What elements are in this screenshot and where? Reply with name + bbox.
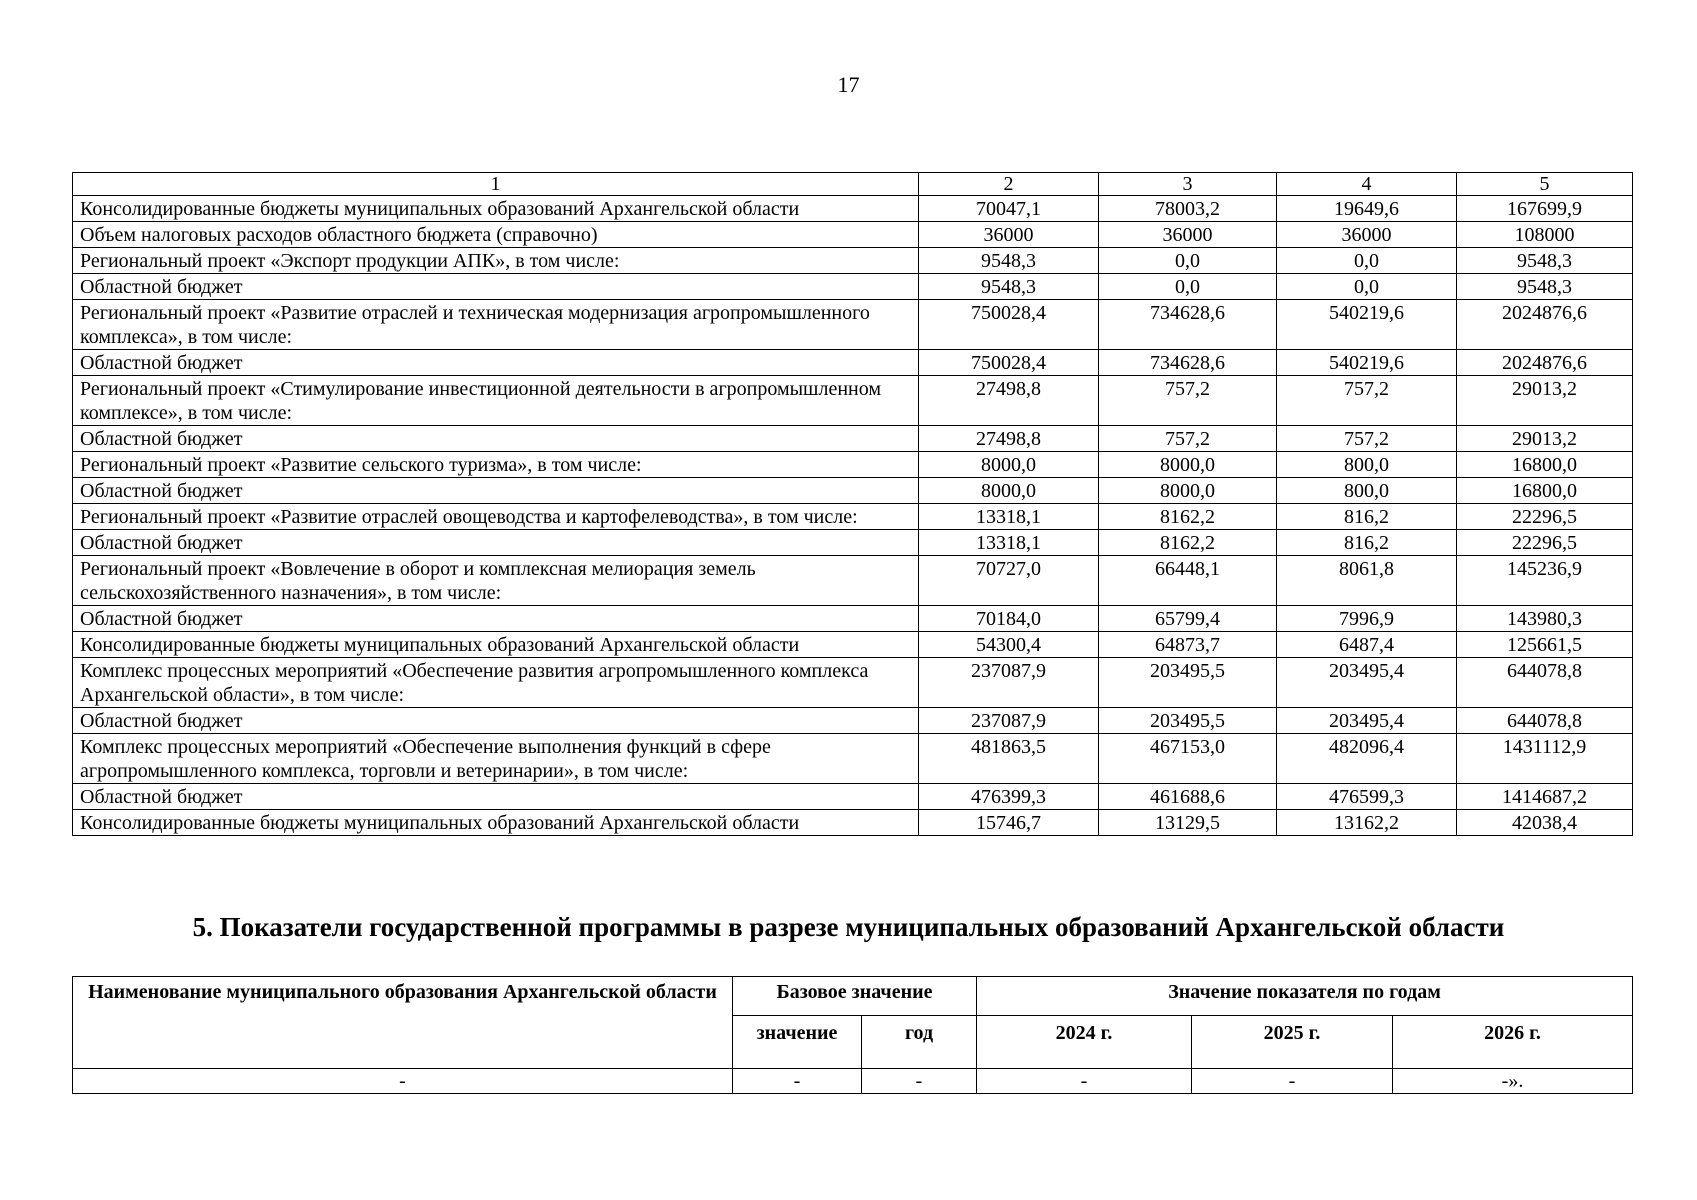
table-row [73,300,1633,350]
row-label-cell: Областной бюджет [73,426,919,452]
indicators-header-row [73,977,1633,1016]
row-label-cell: Областной бюджет [73,606,919,632]
year-2026-header: 2026 г. [1393,1016,1633,1069]
value-cell: 13318,1 [919,530,1099,556]
row-label-cell: Областной бюджет [73,274,919,300]
value-cell: 22296,5 [1457,504,1633,530]
row-label-cell: Региональный проект «Экспорт продукции АПК», в том числе: [73,248,919,274]
table-row [73,196,1633,222]
value-cell: 70047,1 [919,196,1099,222]
value-cell: 757,2 [1099,376,1277,426]
value-cell: 481863,5 [919,734,1099,784]
table-cell: - [1192,1069,1393,1094]
value-cell: 203495,5 [1099,708,1277,734]
table-row [73,350,1633,376]
row-label-cell: Консолидированные бюджеты муниципальных образований Архангельской области [73,632,919,658]
row-label-cell: Консолидированные бюджеты муниципальных образований Архангельской области [73,810,919,836]
value-cell: 467153,0 [1099,734,1277,784]
value-cell: 54300,4 [919,632,1099,658]
value-cell: 750028,4 [919,350,1099,376]
table-row [73,556,1633,606]
value-cell: 36000 [919,222,1099,248]
table-row [73,274,1633,300]
year-2024-header: 2024 г. [977,1016,1192,1069]
table-row [73,658,1633,708]
value-cell: 757,2 [1099,426,1277,452]
value-cell: 540219,6 [1277,350,1457,376]
value-cell: 800,0 [1277,452,1457,478]
value-cell: 70727,0 [919,556,1099,606]
value-cell: 7996,9 [1277,606,1457,632]
value-cell: 203495,4 [1277,708,1457,734]
value-cell: 237087,9 [919,708,1099,734]
value-cell: 8162,2 [1099,504,1277,530]
value-cell: 8162,2 [1099,530,1277,556]
value-cell: 29013,2 [1457,376,1633,426]
row-label-cell: Комплекс процессных мероприятий «Обеспечение развития агропромышленного комплекса Архангельской области», в том числе: [73,658,919,708]
value-cell: 15746,7 [919,810,1099,836]
value-cell: 13318,1 [919,504,1099,530]
budget-table [72,172,1633,836]
row-label-cell: Областной бюджет [73,350,919,376]
value-cell: 476399,3 [919,784,1099,810]
municipality-name-header: Наименование муниципального образования Архангельской области [73,977,733,1069]
value-cell: 108000 [1457,222,1633,248]
value-cell: 644078,8 [1457,658,1633,708]
row-label-cell: Региональный проект «Развитие отраслей овощеводства и картофелеводства», в том числе: [73,504,919,530]
table-row [73,632,1633,658]
value-cell: 22296,5 [1457,530,1633,556]
value-cell: 36000 [1277,222,1457,248]
row-label-cell: Региональный проект «Развитие сельского туризма», в том числе: [73,452,919,478]
section-title: 5. Показатели государственной программы в разрезе муниципальных образований Архангельской области [192,912,1505,942]
value-cell: 9548,3 [919,248,1099,274]
header-cell: 3 [1099,173,1277,196]
table-row [73,1069,1633,1094]
value-cell: 36000 [1099,222,1277,248]
table-cell: -». [1393,1069,1633,1094]
value-cell: 13162,2 [1277,810,1457,836]
row-label-cell: Региональный проект «Развитие отраслей и техническая модернизация агропромышленного комплекса», в том числе: [73,300,919,350]
value-cell: 29013,2 [1457,426,1633,452]
value-cell: 0,0 [1099,274,1277,300]
base-value-subheader: значение [733,1016,862,1069]
table-cell: - [977,1069,1192,1094]
table-row [73,452,1633,478]
page-number: 17 [837,72,860,97]
value-cell: 757,2 [1277,426,1457,452]
header-cell: 1 [73,173,919,196]
table-row [73,784,1633,810]
indicators-table [72,976,1633,1094]
row-label-cell: Комплекс процессных мероприятий «Обеспечение выполнения функций в сфере агропромышленного комплекса, торговли и ветеринарии», в том числе: [73,734,919,784]
value-cell: 8000,0 [1099,452,1277,478]
budget-table-body [73,196,1633,836]
table-row [73,426,1633,452]
value-cell: 19649,6 [1277,196,1457,222]
value-cell: 237087,9 [919,658,1099,708]
value-cell: 6487,4 [1277,632,1457,658]
base-year-subheader: год [862,1016,977,1069]
value-cell: 203495,5 [1099,658,1277,708]
value-cell: 750028,4 [919,300,1099,350]
yearly-values-header: Значение показателя по годам [977,977,1633,1016]
year-2025-header: 2025 г. [1192,1016,1393,1069]
value-cell: 0,0 [1277,274,1457,300]
value-cell: 143980,3 [1457,606,1633,632]
table-row [73,504,1633,530]
header-cell: 5 [1457,173,1633,196]
value-cell: 9548,3 [1457,274,1633,300]
value-cell: 800,0 [1277,478,1457,504]
row-label-cell: Областной бюджет [73,478,919,504]
value-cell: 64873,7 [1099,632,1277,658]
value-cell: 540219,6 [1277,300,1457,350]
value-cell: 70184,0 [919,606,1099,632]
table-row [73,530,1633,556]
value-cell: 734628,6 [1099,350,1277,376]
value-cell: 757,2 [1277,376,1457,426]
value-cell: 9548,3 [919,274,1099,300]
table-row [73,376,1633,426]
table-row [73,606,1633,632]
value-cell: 1414687,2 [1457,784,1633,810]
value-cell: 8000,0 [1099,478,1277,504]
value-cell: 125661,5 [1457,632,1633,658]
value-cell: 203495,4 [1277,658,1457,708]
value-cell: 13129,5 [1099,810,1277,836]
table-row [73,734,1633,784]
header-cell: 4 [1277,173,1457,196]
row-label-cell: Консолидированные бюджеты муниципальных образований Архангельской области [73,196,919,222]
base-value-header: Базовое значение [733,977,977,1016]
value-cell: 816,2 [1277,504,1457,530]
header-cell: 2 [919,173,1099,196]
value-cell: 167699,9 [1457,196,1633,222]
table-row [73,810,1633,836]
value-cell: 8061,8 [1277,556,1457,606]
row-label-cell: Региональный проект «Стимулирование инвестиционной деятельности в агропромышленном комплексе», в том числе: [73,376,919,426]
value-cell: 1431112,9 [1457,734,1633,784]
row-label-cell: Региональный проект «Вовлечение в оборот и комплексная мелиорация земель сельскохозяйственного назначения», в том числе: [73,556,919,606]
table-row [73,248,1633,274]
row-label-cell: Областной бюджет [73,784,919,810]
value-cell: 0,0 [1099,248,1277,274]
value-cell: 16800,0 [1457,452,1633,478]
value-cell: 461688,6 [1099,784,1277,810]
value-cell: 644078,8 [1457,708,1633,734]
row-label-cell: Областной бюджет [73,530,919,556]
value-cell: 2024876,6 [1457,300,1633,350]
value-cell: 66448,1 [1099,556,1277,606]
value-cell: 2024876,6 [1457,350,1633,376]
value-cell: 8000,0 [919,478,1099,504]
value-cell: 145236,9 [1457,556,1633,606]
value-cell: 9548,3 [1457,248,1633,274]
value-cell: 482096,4 [1277,734,1457,784]
value-cell: 27498,8 [919,376,1099,426]
table-cell: - [733,1069,862,1094]
table-row [73,708,1633,734]
value-cell: 734628,6 [1099,300,1277,350]
budget-table-header-row [73,173,1633,196]
table-cell: - [73,1069,733,1094]
table-row [73,222,1633,248]
value-cell: 816,2 [1277,530,1457,556]
value-cell: 65799,4 [1099,606,1277,632]
table-cell: - [862,1069,977,1094]
row-label-cell: Областной бюджет [73,708,919,734]
value-cell: 42038,4 [1457,810,1633,836]
value-cell: 8000,0 [919,452,1099,478]
row-label-cell: Объем налоговых расходов областного бюджета (справочно) [73,222,919,248]
value-cell: 476599,3 [1277,784,1457,810]
value-cell: 27498,8 [919,426,1099,452]
value-cell: 16800,0 [1457,478,1633,504]
value-cell: 78003,2 [1099,196,1277,222]
value-cell: 0,0 [1277,248,1457,274]
table-row [73,478,1633,504]
